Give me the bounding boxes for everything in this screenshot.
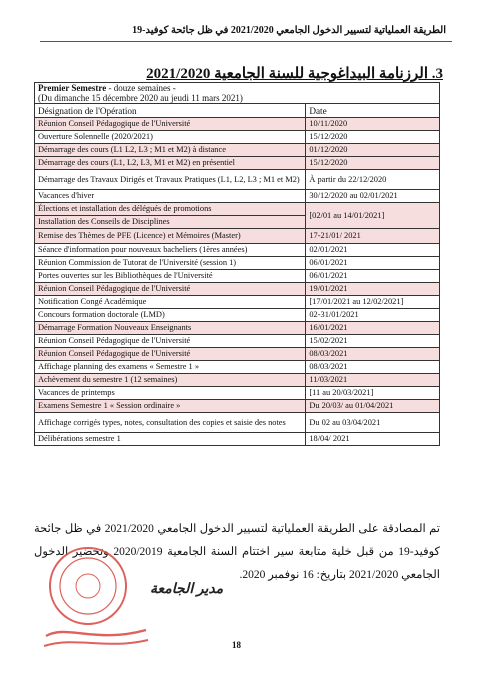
table-row — [35, 244, 440, 257]
date-cell: 18/04/ 2021 — [306, 433, 440, 446]
table-row — [35, 400, 440, 413]
table-row — [35, 361, 440, 374]
date-cell: À partir du 22/12/2020 — [306, 170, 440, 190]
table-row — [35, 229, 440, 244]
operation-cell: Notification Congé Académique — [35, 296, 306, 309]
date-cell: [17/01/2021 au 12/02/2021] — [306, 296, 440, 309]
stamp-signature-stroke — [46, 630, 146, 636]
table-row — [35, 296, 440, 309]
page-number: 18 — [232, 640, 241, 650]
stamp-emblem — [76, 574, 100, 598]
semester-title: Premier Semestre — [38, 83, 107, 93]
operation-cell: Réunion Conseil Pédagogique de l'Université — [35, 335, 306, 348]
running-header: الطريقة العملياتية لتسيير الدخول الجامعي 2021/2020 في ظل جائحة كوفيد-19 — [132, 25, 446, 36]
date-cell: 08/03/2021 — [306, 361, 440, 374]
table-row — [35, 309, 440, 322]
date-cell: 19/01/2021 — [306, 283, 440, 296]
date-cell: 15/12/2020 — [306, 157, 440, 170]
operation-cell: Démarrage des Travaux Dirigés et Travaux Pratiques (L1, L2, L3 ; M1 et M2) — [35, 170, 306, 190]
operation-cell: Démarrage Formation Nouveaux Enseignants — [35, 322, 306, 335]
operation-cell: Portes ouvertes sur les Bibliothèques de l'Université — [35, 270, 306, 283]
operation-cell: Réunion Conseil Pédagogique de l'Université — [35, 348, 306, 361]
stamp-outer-ring — [50, 548, 126, 624]
stamp-inner-ring — [60, 558, 116, 614]
semester-period: (Du dimanche 15 décembre 2020 au jeudi 11 mars 2021) — [38, 93, 243, 104]
date-cell: 02-31/01/2021 — [306, 309, 440, 322]
table-row — [35, 283, 440, 296]
semester-subtitle: - douze semaines - — [106, 83, 176, 93]
approval-paragraph: تم المصادقة على الطريقة العملياتية لتسيير الدخول الجامعي 2021/2020 في ظل جائحة كوفيد-19 من قبل خلية متابعة سير اختتام السنة الجامعية 2020/2019 وتحضير الدخول الجامعي 2021/2020 بتاريخ: 16 نوفمبر 2020. — [34, 523, 440, 581]
date-cell: 17-21/01/ 2021 — [306, 229, 440, 244]
operation-cell: Affichage planning des examens « Semestre 1 » — [35, 361, 306, 374]
date-cell: 30/12/2020 au 02/01/2021 — [306, 190, 440, 203]
date-cell: 06/01/2021 — [306, 257, 440, 270]
date-cell: Du 02 au 03/04/2021 — [306, 413, 440, 433]
operation-cell: Vacances de printemps — [35, 387, 306, 400]
university-stamp — [36, 540, 154, 652]
operation-cell: Élections et installation des délégués de promotions — [35, 203, 306, 216]
schedule-table — [34, 82, 440, 446]
table-row — [35, 118, 440, 131]
table-row — [35, 348, 440, 361]
table-row — [35, 257, 440, 270]
column-header-row — [35, 104, 440, 118]
table-row — [35, 144, 440, 157]
date-cell: Du 20/03/ au 01/04/2021 — [306, 400, 440, 413]
table-row — [35, 335, 440, 348]
operation-cell: Réunion Conseil Pédagogique de l'Université — [35, 283, 306, 296]
table-row — [35, 413, 440, 433]
date-cell: 15/02/2021 — [306, 335, 440, 348]
date-cell: 01/12/2020 — [306, 144, 440, 157]
semester-header-cell — [35, 83, 440, 104]
stamp-name-stroke — [44, 640, 148, 646]
operation-cell: Affichage corrigés types, notes, consultation des copies et saisie des notes — [35, 413, 306, 433]
column-header-date: Date — [306, 104, 440, 118]
operation-cell: Remise des Thèmes de PFE (Licence) et Mémoires (Master) — [35, 229, 306, 244]
operation-cell: Examens Semestre 1 « Session ordinaire » — [35, 400, 306, 413]
table-row — [35, 190, 440, 203]
date-cell: 15/12/2020 — [306, 131, 440, 144]
operation-cell: Délibérations semestre 1 — [35, 433, 306, 446]
date-cell: 10/11/2020 — [306, 118, 440, 131]
operation-cell: Installation des Conseils de Disciplines — [35, 216, 306, 229]
column-header-operation: Désignation de l'Opération — [35, 104, 306, 118]
section-title: 3. الرزنامة البيداغوجية للسنة الجامعية 2021/2020 — [146, 66, 443, 82]
operation-cell: Séance d'information pour nouveaux bacheliers (1ères années) — [35, 244, 306, 257]
operation-cell: Démarrage des cours (L1 L2, L3 ; M1 et M2) à distance — [35, 144, 306, 157]
operation-cell: Démarrage des cours (L1, L2, L3, M1 et M2) en présentiel — [35, 157, 306, 170]
table-row — [35, 374, 440, 387]
operation-cell: Achèvement du semestre 1 (12 semaines) — [35, 374, 306, 387]
table-row — [35, 203, 440, 216]
table-row — [35, 157, 440, 170]
table-row — [35, 131, 440, 144]
date-cell: 11/03/2021 — [306, 374, 440, 387]
operation-cell: Réunion Conseil Pédagogique de l'Université — [35, 118, 306, 131]
date-cell: 16/01/2021 — [306, 322, 440, 335]
operation-cell: Réunion Commission de Tutorat de l'Université (session 1) — [35, 257, 306, 270]
date-cell: [11 au 20/03/2021] — [306, 387, 440, 400]
table-row — [35, 322, 440, 335]
table-row — [35, 270, 440, 283]
date-cell: 06/01/2021 — [306, 270, 440, 283]
signature-label: مدير الجامعة — [150, 582, 224, 597]
table-row — [35, 387, 440, 400]
operation-cell: Concours formation doctorale (LMD) — [35, 309, 306, 322]
date-cell: 08/03/2021 — [306, 348, 440, 361]
table-row — [35, 433, 440, 446]
date-cell: [02/01 au 14/01/2021] — [306, 203, 440, 229]
table-row — [35, 170, 440, 190]
date-cell: 02/01/2021 — [306, 244, 440, 257]
semester-header-row — [35, 83, 440, 104]
operation-cell: Vacances d'hiver — [35, 190, 306, 203]
operation-cell: Ouverture Solennelle (2020/2021) — [35, 131, 306, 144]
header-divider — [40, 41, 452, 42]
